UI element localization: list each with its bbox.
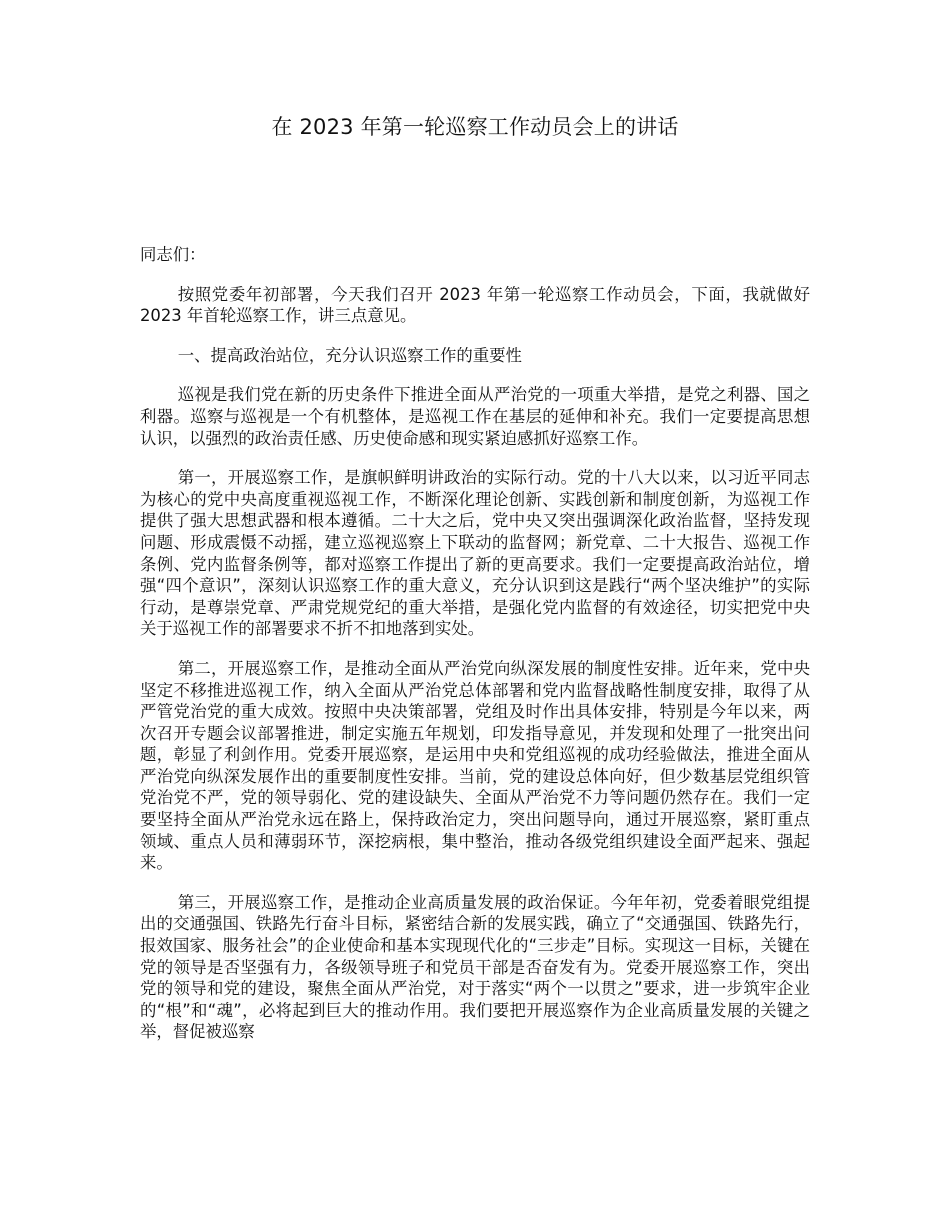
paragraph-point-second: 第二，开展巡察工作，是推动全面从严治党向纵深发展的制度性安排。近年来，党中央坚定不移推进巡视工作，纳入全面从严治党总体部署和党内监督战略性制度安排，取得了从严管党治党的重大成效。按照中央决策部署，党组及时作出具体安排，特别是今年以来，两次召开专题会议部署推进，制定实施五年规划，印发指导意见，并发现和处理了一批突出问题，彰显了利剑作用。党委开展巡察，是运用中央和党组巡视的成功经验做法，推进全面从严治党向纵深发展作出的重要制度性安排。当前，党的建设总体向好，但少数基层党组织管党治党不严，党的领导弱化、党的建设缺失、全面从严治党不力等问题仍然存在。我们一定要坚持全面从严治党永远在路上，保持政治定力，突出问题导向，通过开展巡察，紧盯重点领域、重点人员和薄弱环节，深挖病根，集中整治，推动各级党组织建设全面严起来、强起来。 [140,658,810,873]
paragraph-inspection-importance: 巡视是我们党在新的历史条件下推进全面从严治党的一项重大举措，是党之利器、国之利器。巡察与巡视是一个有机整体，是巡视工作在基层的延伸和补充。我们一定要提高思想认识，以强烈的政治责任感、历史使命感和现实紧迫感抓好巡察工作。 [140,385,810,448]
paragraph-intro: 按照党委年初部署，今天我们召开 2023 年第一轮巡察工作动员会，下面，我就做好 2023 年首轮巡察工作，讲三点意见。 [140,284,810,326]
document-title: 在 2023 年第一轮巡察工作动员会上的讲话 [271,115,679,139]
paragraph-point-first: 第一，开展巡察工作，是旗帜鲜明讲政治的实际行动。党的十八大以来，以习近平同志为核心的党中央高度重视巡视工作，不断深化理论创新、实践创新和制度创新，为巡视工作提供了强大思想武器和根本遵循。二十大之后，党中央又突出强调深化政治监督，坚持发现问题、形成震慑不动摇，建立巡视巡察上下联动的监督网；新党章、二十大报告、巡视工作条例、党内监督条例等，都对巡察工作提出了新的更高要求。我们一定要提高政治站位，增强“四个意识”，深刻认识巡察工作的重大意义，充分认识到这是践行“两个坚决维护”的实际行动，是尊崇党章、严肃党规党纪的重大举措，是强化党内监督的有效途径，切实把党中央关于巡视工作的部署要求不折不扣地落到实处。 [140,468,810,639]
document-body [140,244,810,1061]
salutation: 同志们： [140,245,206,264]
section-heading-1: 一、提高政治站位，充分认识巡察工作的重要性 [177,345,522,365]
paragraph-point-third: 第三，开展巡察工作，是推动企业高质量发展的政治保证。今年年初，党委着眼党组提出的交通强国、铁路先行奋斗目标，紧密结合新的发展实践，确立了“交通强国、铁路先行，报效国家、服务社会”的企业使命和基本实现现代化的“三步走”目标。实现这一目标，关键在党的领导是否坚强有力，各级领导班子和党员干部是否奋发有为。党委开展巡察工作，突出党的领导和党的建设，聚焦全面从严治党，对于落实“两个一以贯之”要求，进一步筑牢企业的“根”和“魂”，必将起到巨大的推动作用。我们要把开展巡察作为企业高质量发展的关键之举，督促被巡察 [140,892,810,1042]
